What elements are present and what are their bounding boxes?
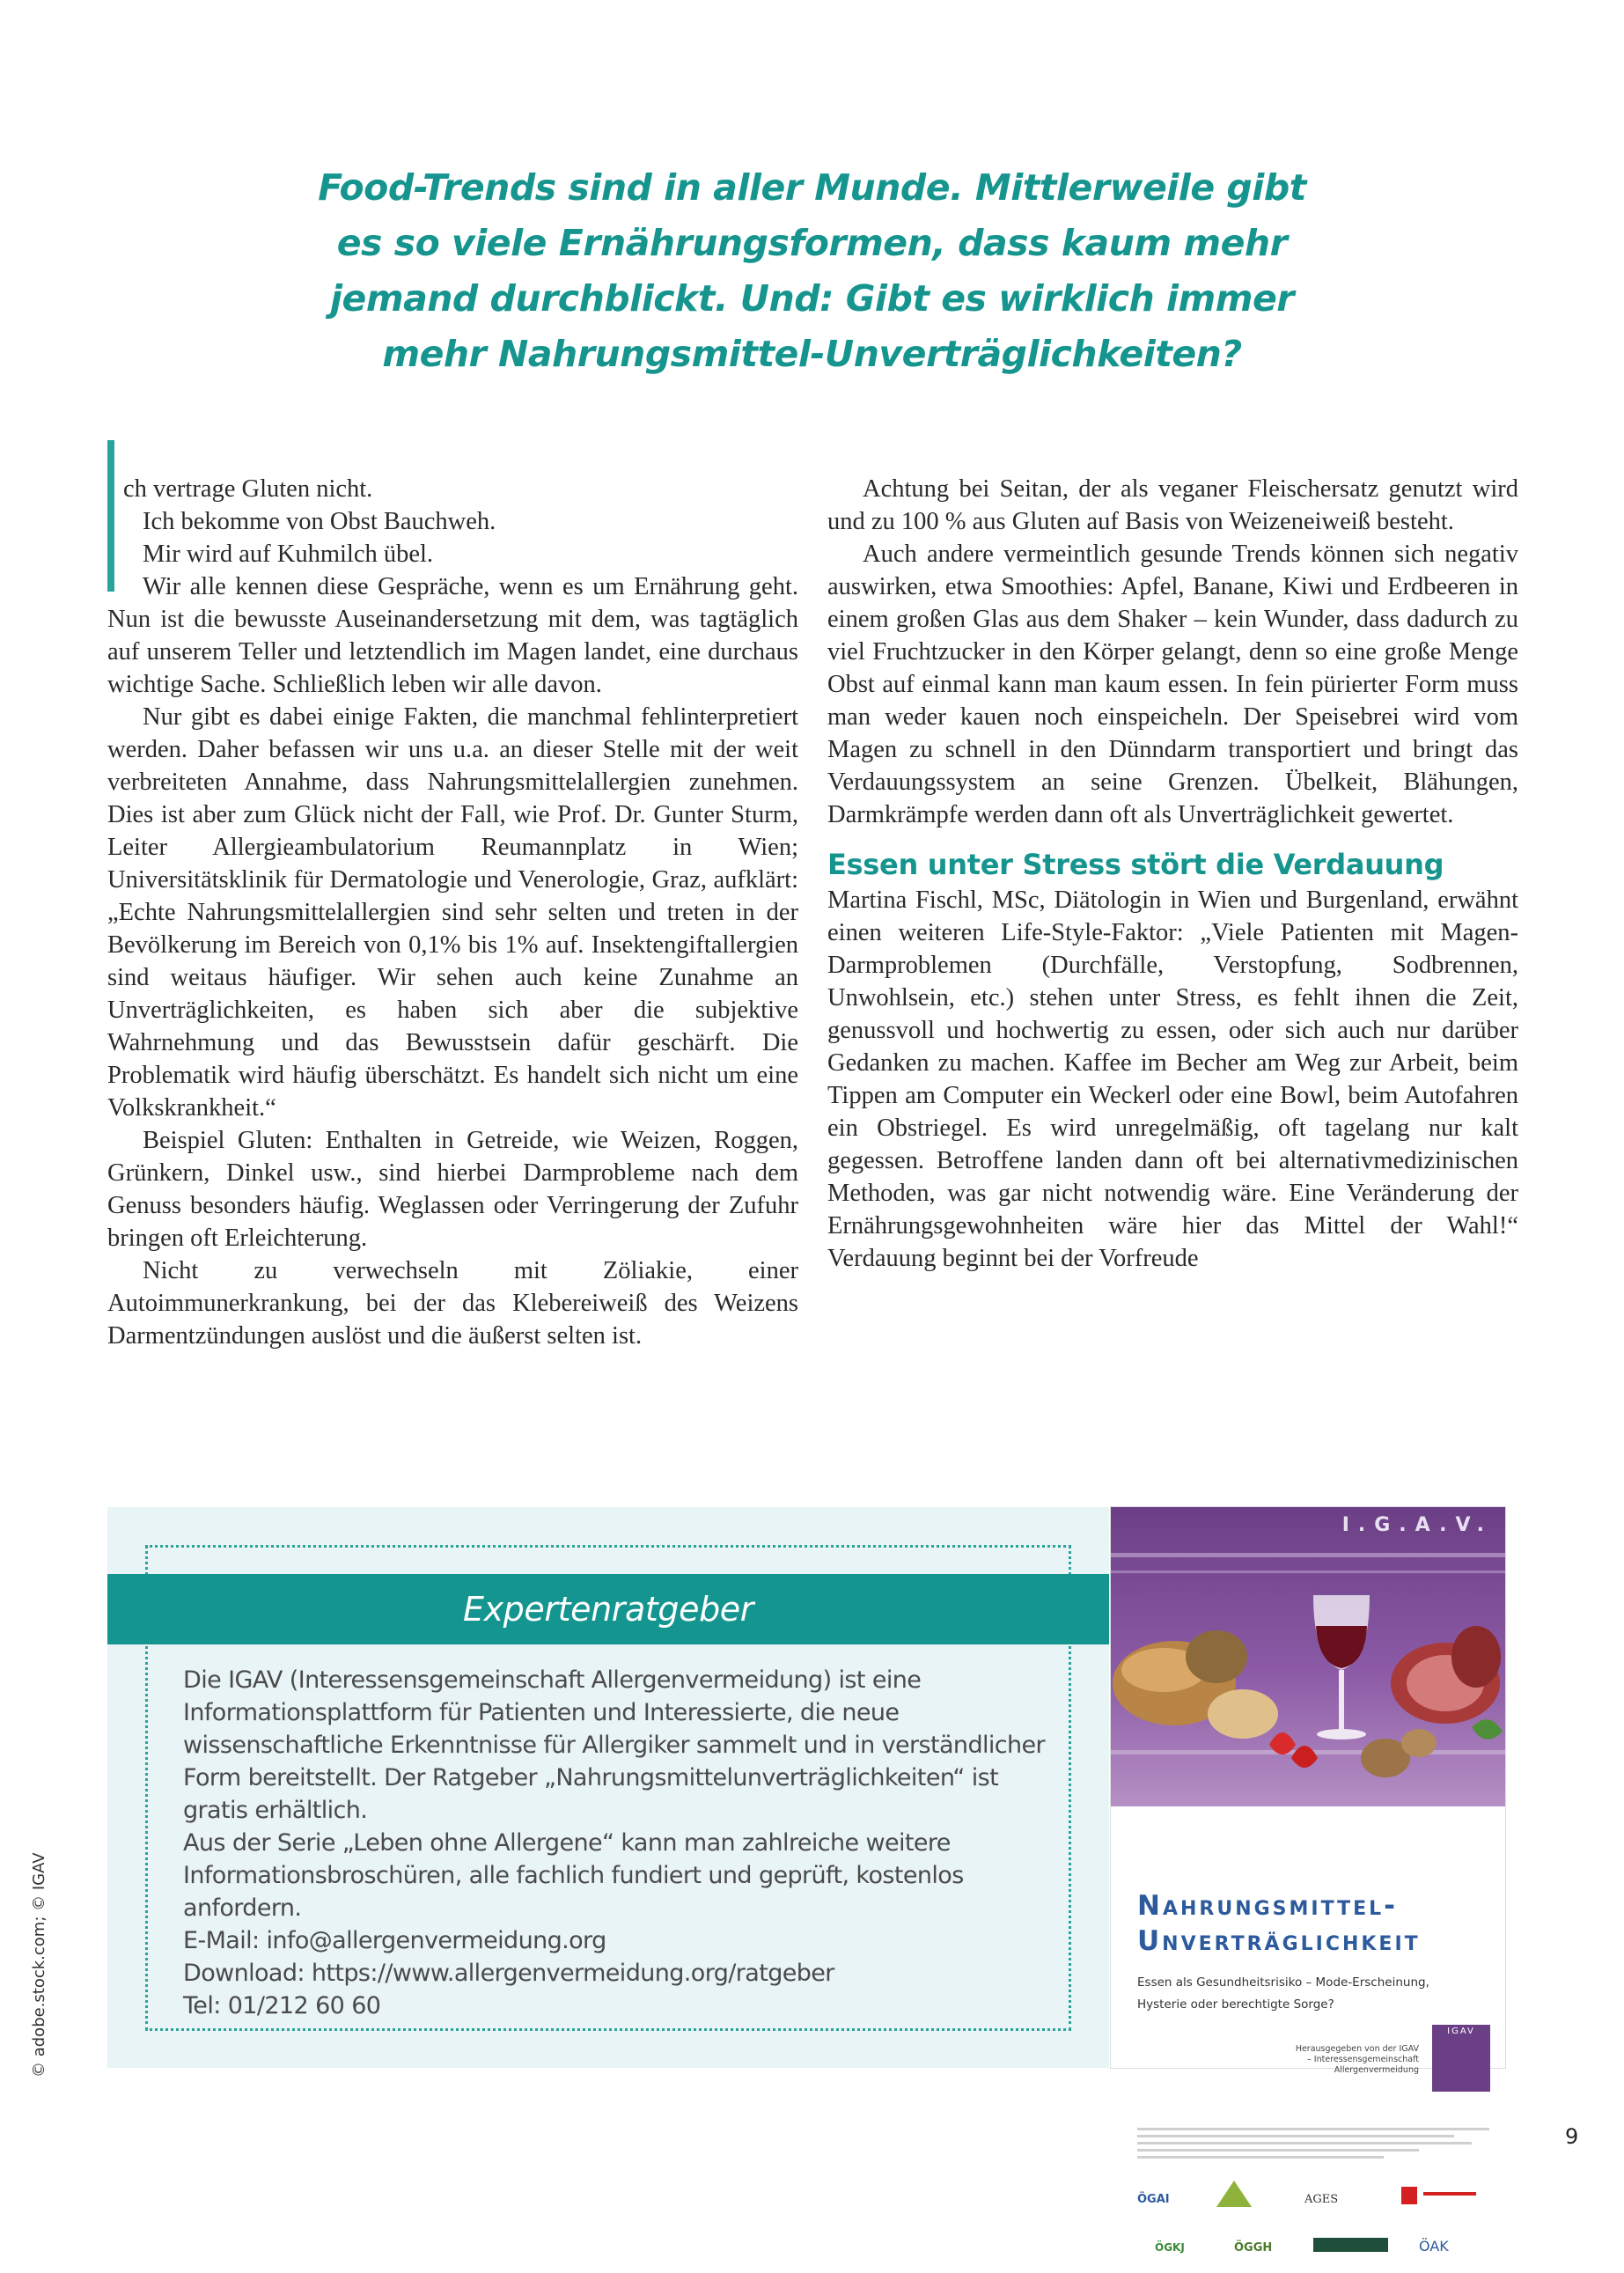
expert-box-text bbox=[183, 1664, 1046, 2022]
paragraph: Nur gibt es dabei einige Fakten, die manchmal fehlinterpretiert werden. Daher befassen wir uns u.a. an dieser Stelle mit der weit verbreiteten Annahme, dass Nahrungsmittelallergien zunehmen. Dies ist aber zum Glück nicht der Fall, wie Prof. Dr. Gunter Sturm, Leiter Allergieambulatorium Reumannplatz in Wien; Universitätsklinik für Dermatologie und Venerologie, Graz, aufklärt: „Echte Nahrungsmittelallergien sind sehr selten und treten in der Bevölkerung im Bereich von 0,1% bis 1% auf. Insektengiftallergien sind weitaus häufiger. Wir sehen auch keine Zunahme an Unverträglichkeiten, es haben sich aber die subjektive Wahrnehmung und das Bewusstsein dafür geschärft. Die Problematik wird häufig überschätzt. Es handelt sich nicht um eine Volkskrankheit.“ bbox=[107, 703, 798, 1122]
publisher-line: Allergenvermeidung bbox=[1334, 2065, 1419, 2075]
brochure-cover bbox=[1111, 1507, 1505, 2255]
box-paragraph: Die IGAV (Interessensgemeinschaft Allergenvermeidung) ist eine Informationsplattform für Patienten und Interessierte, die neue wissenschaftliche Erkenntnisse für Allergiker sammelt und in verständlicher Form bereitstellt. Der Ratgeber „Nahrungsmittelunverträglichkeiten“ ist gratis erhältlich. bbox=[183, 1666, 1046, 1824]
brochure-subtitle: Essen als Gesundheitsrisiko – Mode-Erscheinung, bbox=[1137, 1975, 1429, 1990]
page-number: 9 bbox=[1565, 2124, 1579, 2149]
brochure-fine-print bbox=[1137, 2123, 1489, 2176]
brochure-photo-area bbox=[1111, 1507, 1505, 1806]
partner-logo-oeak: ÖAK bbox=[1419, 2238, 1449, 2255]
article-column-right bbox=[827, 473, 1518, 1275]
food-illustration bbox=[1111, 1507, 1505, 1806]
lead-line: mehr Nahrungsmittel-Unverträglichkeiten? bbox=[382, 333, 1242, 375]
lead-line: Food-Trends sind in aller Munde. Mittlerweile gibt bbox=[318, 166, 1306, 209]
brochure-subtitle: Hysterie oder berechtigte Sorge? bbox=[1137, 1997, 1334, 2012]
subheading: Essen unter Stress stört die Verdauung bbox=[827, 848, 1444, 881]
image-credit: © adobe.stock.com; © IGAV bbox=[30, 1852, 48, 2078]
box-paragraph: Aus der Serie „Leben ohne Allergene“ kann man zahlreiche weitere Informationsbroschüren, alle fachlich fundiert und geprüft, kostenlos anfordern. bbox=[183, 1829, 964, 1922]
box-email: E-Mail: info@allergenvermeidung.org bbox=[183, 1927, 606, 1954]
brochure-title: Nahrungsmittel- bbox=[1137, 1890, 1399, 1922]
partner-logo-ages: AGES bbox=[1304, 2193, 1339, 2206]
brochure-title: Unverträglichkeit bbox=[1137, 1925, 1421, 1957]
lead-line: es so viele Ernährungsformen, dass kaum mehr bbox=[336, 222, 1288, 264]
paragraph: Ich bekomme von Obst Bauchweh. bbox=[143, 508, 496, 535]
box-download: Download: https://www.allergenvermeidung.org/ratgeber bbox=[183, 1960, 834, 1987]
paragraph: Beispiel Gluten: Enthalten in Getreide, wie Weizen, Roggen, Grünkern, Dinkel usw., sind hierbei Darmprobleme nach dem Genuss besonders häufig. Weglassen oder Verringerung der Zufuhr bringen oft Erleichterung. bbox=[107, 1127, 798, 1252]
box-tel: Tel: 01/212 60 60 bbox=[183, 1992, 381, 2019]
paragraph: Auch andere vermeintlich gesunde Trends können sich negativ auswirken, etwa Smoothies: Apfel, Banane, Kiwi und Erdbeeren in einem großen Glas aus dem Shaker – kein Wunder, dass dadurch zu viel Fruchtzucker in den Körper gelangt, denn so eine große Menge Obst auf einmal kann man kaum essen. In fein pürierter Form muss man weder kauen noch einspeicheln. Der Speisebrei wird vom Magen zu schnell in den Dünndarm transportiert und bringt das Verdauungssystem an seine Grenzen. Übelkeit, Blähungen, Darmkrämpfe werden dann oft als Unverträglichkeit gewertet. bbox=[827, 541, 1518, 828]
paragraph: ch vertrage Gluten nicht. bbox=[123, 475, 373, 503]
partner-logos bbox=[1137, 2176, 1489, 2273]
brochure-brand: I.G.A.V. bbox=[1341, 1514, 1493, 1536]
partner-logo-oegkj: ÖGKJ bbox=[1155, 2241, 1185, 2254]
paragraph: Wir alle kennen diese Gespräche, wenn es um Ernährung geht. Nun ist die bewusste Auseinandersetzung mit dem, was tagtäglich auf unserem Teller und letztendlich im Magen landet, eine durchaus wichtige Sache. Schließlich leben wir alle davon. bbox=[107, 573, 798, 698]
lead-line: jemand durchblickt. Und: Gibt es wirklich immer bbox=[329, 277, 1294, 320]
partner-logo-shape bbox=[1216, 2181, 1252, 2207]
paragraph: Achtung bei Seitan, der als veganer Fleischersatz genutzt wird und zu 100 % aus Gluten auf Basis von Weizeneiweiß besteht. bbox=[827, 475, 1518, 535]
brochure-publisher bbox=[1260, 2044, 1419, 2076]
partner-logo-shape bbox=[1313, 2238, 1388, 2252]
lead-text bbox=[264, 160, 1360, 382]
expert-box-title: Expertenratgeber bbox=[462, 1590, 753, 1629]
publisher-line: – Interessensgemeinschaft bbox=[1307, 2055, 1419, 2064]
publisher-line: Herausgegeben von der IGAV bbox=[1295, 2044, 1419, 2054]
paragraph: Martina Fischl, MSc, Diätologin in Wien und Burgenland, erwähnt einen weiteren Life-Style-Faktor: „Viele Patienten mit Magen-Darmproblemen (Durchfälle, Verstopfung, Sodbrennen, Unwohlsein, etc.) stehen unter Stress, es fehlt ihnen die Zeit, genussvoll und hochwertig zu essen, oder sich auch nur darüber Gedanken zu machen. Kaffee im Becher am Weg zur Arbeit, beim Tippen am Computer ein Weckerl oder eine Bowl, beim Autofahren ein Obstriegel. Es wird unregelmäßig, oft tagelang nur kalt gegessen. Betroffene landen dann oft bei alternativmedizinischen Methoden, was gar nicht notwendig wäre. Eine Veränderung der Ernährungsgewohnheiten wäre hier das Mittel der Wahl!“ Verdauung beginnt bei der Vorfreude bbox=[827, 886, 1518, 1272]
paragraph: Nicht zu verwechseln mit Zöliakie, einer Autoimmunerkrankung, bei der das Klebereiweiß des Weizens Darmentzündungen auslöst und die äußerst selten ist. bbox=[107, 1257, 798, 1350]
article-column-left bbox=[107, 473, 798, 1352]
partner-logo-shape bbox=[1423, 2192, 1476, 2196]
partner-logo-shape bbox=[1401, 2187, 1417, 2204]
paragraph: Mir wird auf Kuhmilch übel. bbox=[143, 541, 434, 568]
partner-logo-oeggh: ÖGGH bbox=[1234, 2241, 1273, 2255]
partner-logo-oegai: ÖGAI bbox=[1137, 2193, 1170, 2206]
igav-logo-text: IGAV bbox=[1447, 2027, 1475, 2036]
